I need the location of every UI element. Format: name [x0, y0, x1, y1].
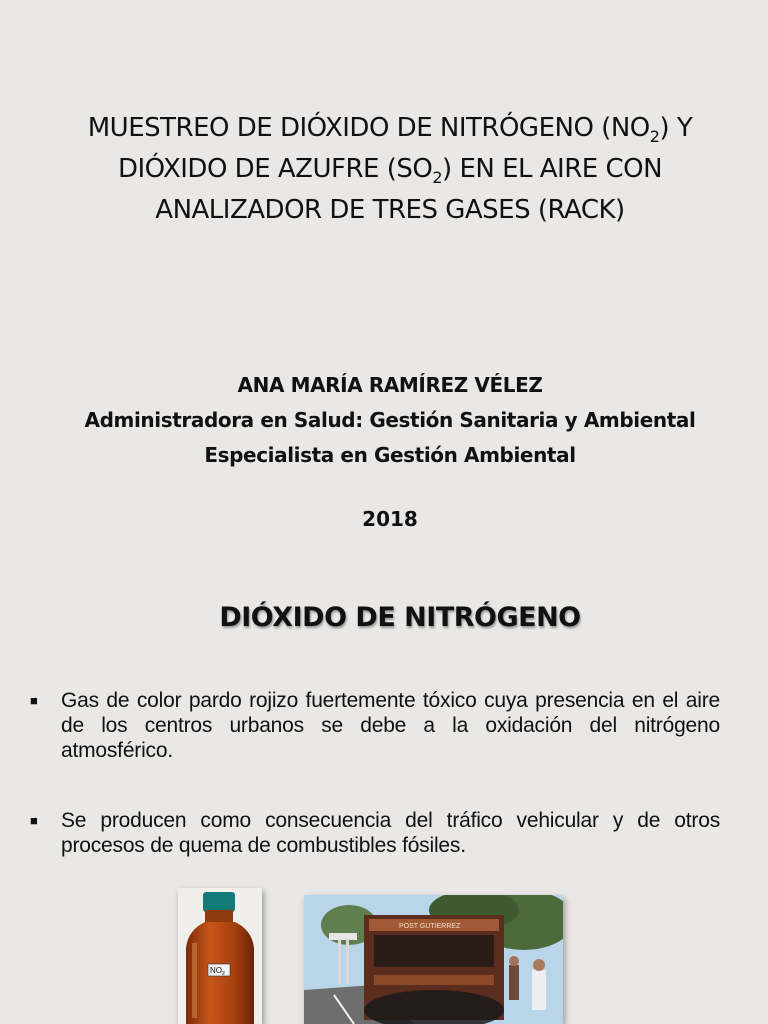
slide-title: MUESTREO DE DIÓXIDO DE NITRÓGENO $(NO_2)$ Y DIÓXIDO DE AZUFRE $(SO_2)$ EN EL AIRE CON ANALIZADOR DE TRES GASES (RACK)	[87, 113, 693, 226]
bottle-illustration	[178, 888, 262, 1024]
traffic-photo	[304, 895, 563, 1024]
bullet-text: Gas de color pardo rojizo fuertemente tóxico cuya presencia en el aire de los centros urbanos se debe a la oxidación del nitrógeno atmosférico.	[61, 689, 720, 762]
bus-exhaust-illustration	[304, 895, 563, 1024]
bullet-item	[30, 808, 720, 858]
author-role-2: Especialista en Gestión Ambiental	[204, 443, 576, 467]
year: 2018	[362, 507, 418, 531]
author-role-1: Administradora en Salud: Gestión Sanitaria y Ambiental	[84, 408, 696, 432]
author-block	[40, 368, 740, 473]
bullet-marker: ■	[30, 693, 38, 708]
bullet-text: Se producen como consecuencia del tráfico vehicular y de otros procesos de quema de combustibles fósiles.	[61, 809, 720, 857]
bullet-list	[30, 688, 720, 903]
bottle-photo	[178, 888, 262, 1024]
author-name: ANA MARÍA RAMÍREZ VÉLEZ	[237, 373, 543, 397]
svg-text:NO2: $NO_2$	[210, 966, 225, 977]
svg-text:POST GUTIERREZ: POST GUTIERREZ	[399, 923, 461, 930]
bullet-marker: ■	[30, 813, 38, 828]
section-title: DIÓXIDO DE NITRÓGENO	[219, 602, 581, 633]
bullet-item	[30, 688, 720, 763]
